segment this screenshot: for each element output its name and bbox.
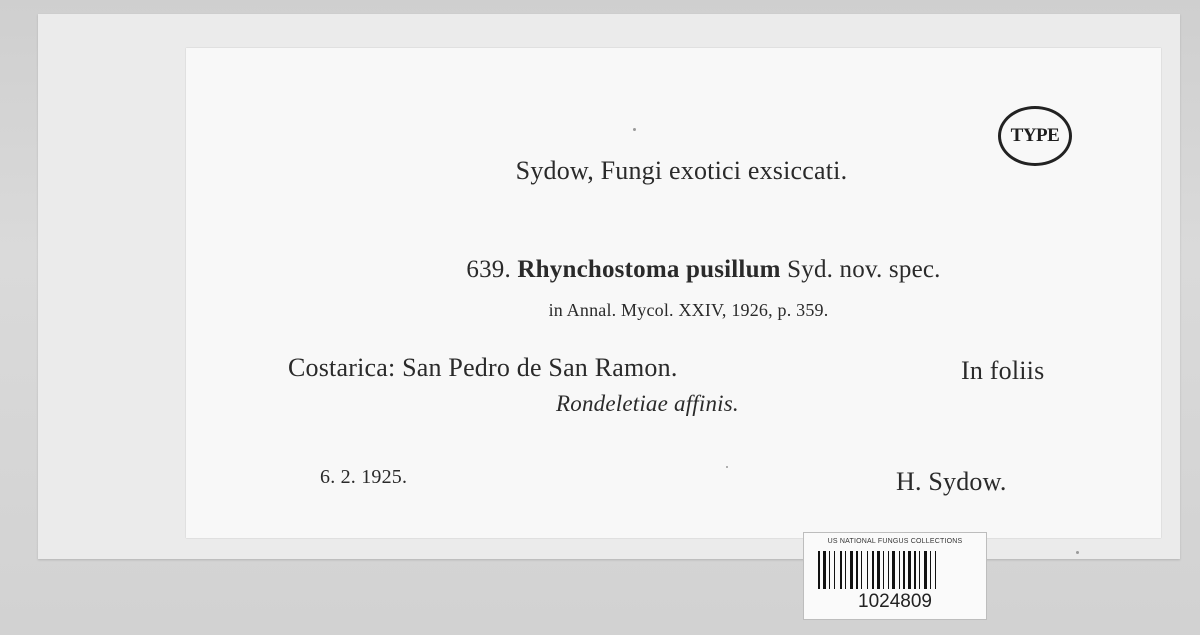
species-line xyxy=(186,256,1161,284)
barcode-bar xyxy=(919,551,920,589)
barcode-bar xyxy=(834,551,835,589)
barcode-bar xyxy=(899,551,900,589)
barcode-bar xyxy=(892,551,895,589)
barcode-bar xyxy=(883,551,884,589)
barcode-caption: US NATIONAL FUNGUS COLLECTIONS xyxy=(827,538,963,545)
exsiccata-number: 639. xyxy=(466,256,511,283)
habitat: In foliis xyxy=(961,356,1045,385)
barcode-bar xyxy=(888,551,889,589)
herbarium-sheet xyxy=(38,14,1180,559)
barcode-bar xyxy=(823,551,826,589)
species-name: Rhynchostoma pusillum xyxy=(517,256,781,283)
barcode-bar xyxy=(840,551,842,589)
barcode-bar xyxy=(914,551,916,589)
barcode-number: 1024809 xyxy=(858,591,932,612)
barcode-bar xyxy=(856,551,858,589)
barcode-label xyxy=(803,532,987,620)
exsiccata-title: Sydow, Fungi exotici exsiccati. xyxy=(515,156,848,185)
barcode-bar xyxy=(872,551,874,589)
barcode-bar xyxy=(845,551,846,589)
barcode-bar xyxy=(930,551,931,589)
species-authority: Syd. nov. spec. xyxy=(787,256,941,283)
barcode-bar xyxy=(861,551,862,589)
barcode-bar xyxy=(935,551,936,589)
specimen-label xyxy=(186,48,1161,538)
type-stamp-text: TYPE xyxy=(1010,125,1060,146)
paper-speck xyxy=(633,128,636,131)
barcode-bar xyxy=(903,551,905,589)
paper-speck xyxy=(726,466,728,468)
barcode-bar xyxy=(877,551,880,589)
collector: H. Sydow. xyxy=(896,467,1007,496)
barcode-bar xyxy=(850,551,853,589)
locality: Costarica: San Pedro de San Ramon. xyxy=(288,353,678,382)
barcode-bar xyxy=(924,551,927,589)
type-stamp xyxy=(998,106,1072,166)
paper-speck xyxy=(1076,551,1079,554)
barcode-bar xyxy=(867,551,868,589)
barcode-icon xyxy=(818,551,972,589)
collection-date: 6. 2. 1925. xyxy=(320,466,408,488)
barcode-bar xyxy=(908,551,911,589)
host-plant: Rondeletiae affinis. xyxy=(556,391,739,416)
barcode-bar xyxy=(829,551,830,589)
publication-citation: in Annal. Mycol. XXIV, 1926, p. 359. xyxy=(548,300,829,320)
barcode-bar xyxy=(818,551,820,589)
